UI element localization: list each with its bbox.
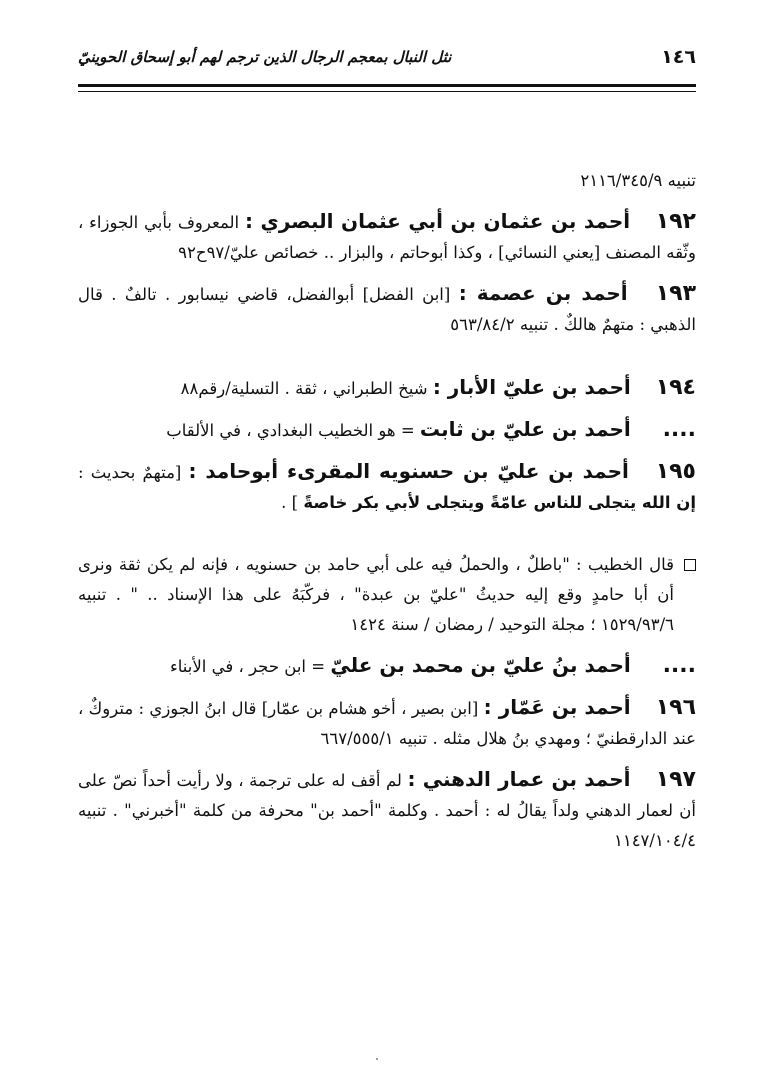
header-rule-thick (78, 84, 696, 87)
footnote (78, 550, 696, 640)
reference-line: تنبيه ٢١١٦/٣٤٥/٩ (580, 171, 696, 190)
entry-heading: أحمد بنُ عليّ بن محمد بن عليّ (330, 653, 631, 677)
running-title: نثل النبال بمعجم الرجال الذين ترجم لهم أبو إسحاق الحوينيّ (78, 48, 452, 66)
entry-heading: أحمد بن عمار الدهني : (407, 767, 631, 791)
entry-heading: أحمد بن عثمان بن أبي عثمان البصري : (244, 209, 631, 233)
entry-text: المعروف بأبي الجوزاء ، وثّقه المصنف [يعني النسائي] ، وكذا أبوحاتم ، والبزار .. خصائص عليّ/٩٧ح٩٢ (78, 213, 696, 262)
cross-reference-marker: .... (662, 417, 696, 442)
entry-number: ١٩٤ (655, 375, 696, 400)
page-content (78, 166, 696, 856)
entry-number: ١٩٥ (655, 459, 696, 484)
entry-heading: أحمد بن عليّ الأبار : (432, 375, 631, 399)
entry-text: [ابن بصير ، أخو هشام بن عمّار] قال ابنُ الجوزي : متروكٌ ، عند الدارقطنيّ ؛ ومهدي بنُ هلال مثله . تنبيه ٦٦٧/٥٥٥/١ (78, 699, 696, 748)
entry-text: = هو الخطيب البغدادي ، في الألقاب (166, 421, 415, 440)
entry-number: ١٩٣ (655, 281, 697, 306)
page-number: ١٤٦ (661, 46, 696, 68)
footnote-text: قال الخطيب : "باطلٌ ، والحملُ فيه على أبي حامد بن حسنويه ، فإنه لم يكن ثقة ونرى أن أبا حامدٍ وقع إليه حديثُ "عليّ بن عبدة" ، فركّبَهُ على هذا الإسناد .. " . تنبيه ١٥٢٩/٩٣/٦ ؛ مجلة التوحيد / رمضان / سنة ١٤٢٤ (78, 555, 674, 634)
entry-number: ١٩٢ (655, 209, 696, 234)
entry-text: شيخ الطبراني ، ثقة . التسلية/رقم٨٨ (180, 379, 428, 398)
hadith-quote: إن الله يتجلى للناس عامّةً ويتجلى لأبي بكر خاصةً (303, 493, 696, 512)
cross-reference-marker: .... (662, 653, 696, 678)
entry-heading: أحمد بن عصمة : (458, 281, 628, 305)
header-rule-thin (78, 91, 696, 92)
entry-196 (78, 692, 696, 754)
entry-heading: أحمد بن عليّ بن ثابت (419, 417, 631, 441)
cross-reference (78, 650, 696, 682)
checkbox-icon (684, 559, 696, 571)
entry-192 (78, 206, 696, 268)
scan-speck (376, 1058, 378, 1060)
page-header (78, 46, 696, 74)
entry-text: [ابن الفضل] أبوالفضل، قاضي نيسابور . تالفٌ . قال الذهبي : متهمٌ هالكٌ . تنبيه ٥٦٣/٨٤/٢ (78, 285, 696, 334)
entry-text: = ابن حجر ، في الأبناء (170, 657, 326, 676)
entry-197 (78, 764, 696, 856)
entry-text: [متهمٌ بحديث : (78, 463, 182, 482)
entry-195 (78, 456, 696, 518)
cross-reference (78, 414, 696, 446)
entry-number: ١٩٦ (655, 695, 697, 720)
entry-number: ١٩٧ (655, 767, 696, 792)
entry-194 (78, 372, 696, 404)
entry-heading: أحمد بن عَمّار : (483, 695, 631, 719)
entry-text: لم أقف له على ترجمة ، ولا رأيت أحداً نصّ على أن لعمار الدهني ولداً يقالُ له : أحمد . وكلمة "أحمد بن" محرفة من كلمة "أخبرني" . تنبيه ١١٤٧/١٠٤/٤ (78, 771, 696, 850)
entry-text-end: ] . (281, 493, 299, 512)
entry-heading: أحمد بن عليّ بن حسنويه المقرىء أبوحامد : (188, 459, 629, 483)
entry-193 (78, 278, 696, 340)
